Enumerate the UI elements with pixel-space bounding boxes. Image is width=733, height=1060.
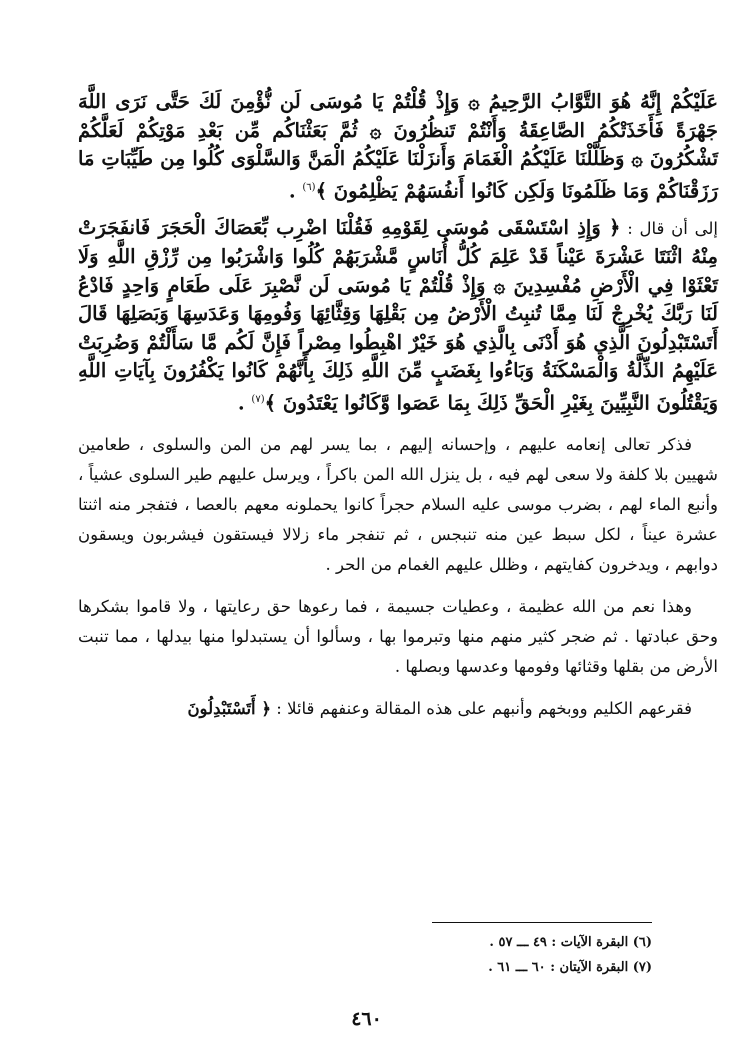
commentary-paragraph: فذكر تعالى إنعامه عليهم ، وإحسانه إليهم ، بما يسر لهم من المن والسلوى ، طعامين شهيين بلا كلفة ولا سعى لهم فيه ، بل ينزل الله المن باكراً ، ويرسل عليهم طير السلوى عشياً ، وأنبع الماء لهم ، بضرب موسى عليه السلام حجراً كانوا يحملونه معهم بالعصا ، فتفجر منه اثنتا عشرة عيناً ، لكل سبط عين منه تنبجس ، ثم تنفجر ماء زلالا فيستقون فيشربون ويسقون دوابهم ، ويدخرون كفايتهم ، وظلل عليهم الغمام من الحر . — [78, 434, 718, 574]
footnote-separator — [432, 922, 652, 923]
verse-end: . — [288, 179, 303, 202]
commentary-paragraph — [78, 694, 718, 724]
verse-lead-in: إلى أن قال : — [620, 218, 718, 238]
quran-verses-baqarah-60-61 — [78, 214, 718, 418]
verse-text: عَلَيْكُمْ إِنَّهُ هُوَ التَّوَّابُ الرَّحِيمُ ۞ وَإِذْ قُلْتُمْ يَا مُوسَى لَن نُّؤْمِنَ لَكَ حَتَّى نَرَى اللَّهَ جَهْرَةً فَأَخَذَتْكُمُ الصَّاعِقَةُ وَأَنْتُمْ تَنظُرُونَ ۞ ثُمَّ بَعَثْنَاكُم مِّن بَعْدِ مَوْتِكُمْ لَعَلَّكُمْ تَشْكُرُونَ ۞ وَظَلَّلْنَا عَلَيْكُمُ الْغَمَامَ وَأَنزَلْنَا عَلَيْكُمُ الْمَنَّ وَالسَّلْوَى كُلُوا مِن طَيِّبَاتِ مَا رَزَقْنَاكُمْ وَمَا ظَلَمُونَا وَلَكِن كَانُوا أَنفُسَهُمْ يَظْلِمُونَ ﴾ — [78, 90, 718, 202]
commentary-paragraph: وهذا نعم من الله عظيمة ، وعطيات جسيمة ، فما رعوها حق رعايتها ، ولا قاموا بشكرها وحق عبادتها . ثم ضجر كثير منهم منها وتبرموا بها ، وسألوا أن يستبدلوا منها بيدلها ، مما تنبت الأرض من بقلها وقثائها وفومها وعدسها وبصلها . — [78, 596, 718, 676]
quran-quote-start: ﴿ أَتَسْتَبْدِلُونَ — [187, 698, 272, 718]
quran-verses-baqarah-49-57 — [78, 88, 718, 206]
footnote-reference: (٧) — [251, 393, 265, 405]
verse-text: ﴿ وَإِذِ اسْتَسْقَى مُوسَى لِقَوْمِهِ فَقُلْنَا اضْرِب بِّعَصَاكَ الْحَجَرَ فَانفَجَرَتْ مِنْهُ اثْنَتَا عَشْرَةَ عَيْناً قَدْ عَلِمَ كُلُّ أُنَاسٍ مَّشْرَبَهُمْ كُلُوا وَاشْرَبُوا مِن رِّزْقِ اللَّهِ وَلَا تَعْثَوْا فِي الْأَرْضِ مُفْسِدِينَ ۞ وَإِذْ قُلْتُمْ يَا مُوسَى لَن نَّصْبِرَ عَلَى طَعَامٍ وَاحِدٍ فَادْعُ لَنَا رَبَّكَ يُخْرِجْ لَنَا مِمَّا تُنبِتُ الْأَرْضُ مِن بَقْلِهَا وَقِثَّائِهَا وَفُومِهَا وَعَدَسِهَا وَبَصَلِهَا قَالَ أَتَسْتَبْدِلُونَ الَّذِي هُوَ أَدْنَى بِالَّذِي هُوَ خَيْرٌ اهْبِطُوا مِصْراً فَإِنَّ لَكُم مَّا سَأَلْتُمْ وَضُرِبَتْ عَلَيْهِمُ الذِّلَّةُ وَالْمَسْكَنَةُ وَبَاءُوا بِغَضَبٍ مِّنَ اللَّهِ ذَلِكَ بِأَنَّهُمْ كَانُوا يَكْفُرُونَ بِآيَاتِ اللَّهِ وَيَقْتُلُونَ النَّبِيِّينَ بِغَيْرِ الْحَقِّ ذَلِكَ بِمَا عَصَوا وَّكَانُوا يَعْتَدُونَ ﴾ — [78, 215, 718, 414]
paragraph-text: فقرعهم الكليم ووبخهم وأنبهم على هذه المقالة وعنفهم قائلا : — [271, 698, 692, 718]
footnote-reference: (٦) — [302, 181, 316, 193]
footnote: (٦) البقرة الآيات : ٤٩ ـــ ٥٧ . — [489, 935, 652, 950]
verse-end: . — [237, 391, 252, 414]
footnote: (٧) البقرة الآيتان : ٦٠ ـــ ٦١ . — [488, 960, 652, 975]
footnotes — [300, 930, 652, 980]
page-body — [78, 88, 718, 724]
page-number: ٤٦٠ — [351, 1008, 382, 1030]
